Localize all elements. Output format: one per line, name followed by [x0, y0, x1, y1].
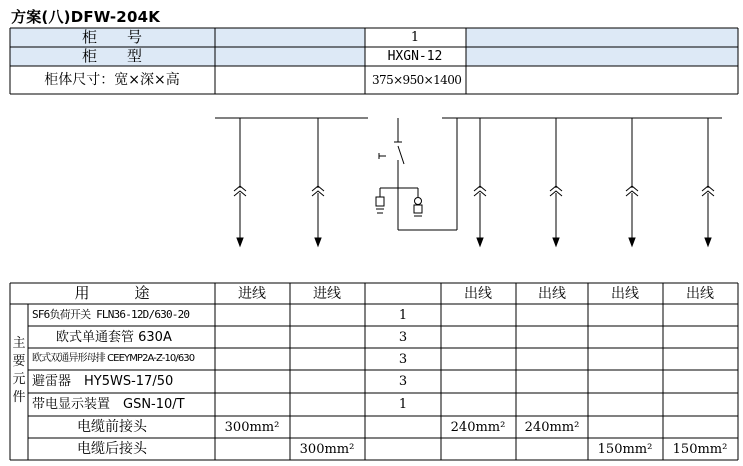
component-name-4: 避雷器 HY5WS-17/50 [32, 374, 174, 389]
usage-col-7: 出线 [686, 286, 714, 302]
component-qty-1: 1 [398, 308, 408, 323]
feeder-out-2 [550, 118, 562, 246]
feeder-out-1 [474, 118, 486, 246]
value-cabinet-type: HXGN-12 [387, 49, 443, 64]
cable-front-label: 电缆前接头 [77, 419, 147, 435]
value-cabinet-no: 1 [410, 30, 420, 45]
label-cabinet-type: 柜 型 [81, 47, 143, 65]
feeder-drops [234, 118, 714, 246]
page-title: 方案(八)DFW-204K [11, 8, 161, 26]
label-cabinet-no: 柜 号 [81, 28, 143, 46]
component-qty-2: 3 [398, 330, 408, 345]
cable-rear-col-2: 300mm² [299, 442, 355, 457]
value-cabinet-size: 375×950×1400 [372, 73, 462, 87]
component-qty-5: 1 [398, 397, 408, 412]
component-qty-3: 3 [398, 352, 408, 367]
label-usage: 用 途 [74, 284, 150, 302]
cable-rear-label: 电缆后接头 [77, 441, 147, 457]
cable-front-col-4: 240mm² [450, 420, 506, 435]
usage-col-4: 出线 [464, 286, 492, 302]
usage-col-1: 进线 [238, 286, 266, 302]
label-main-components: 主要元件 [12, 336, 26, 405]
component-name-1: SF6负荷开关 FLN36-12D/630-20 [32, 308, 190, 321]
feeder-out-4 [702, 118, 714, 246]
component-qty-4: 3 [398, 374, 408, 389]
cable-front-col-1: 300mm² [224, 420, 280, 435]
usage-col-5: 出线 [538, 286, 566, 302]
component-name-3: 欧式双通异形母排 CEEYMP2A-Z-10/630 [32, 353, 195, 364]
cable-front-col-5: 240mm² [524, 420, 580, 435]
feeder-in-1 [234, 118, 246, 246]
label-cabinet-size: 柜体尺寸：宽×深×高 [44, 72, 180, 88]
feeder-in-2 [312, 118, 324, 246]
component-name-5: 带电显示装置 GSN-10/T [32, 397, 185, 412]
feeder-out-3 [626, 118, 638, 246]
center-switch-unit [376, 118, 457, 230]
usage-col-2: 进线 [313, 286, 341, 302]
usage-col-6: 出线 [611, 286, 639, 302]
cable-rear-col-6: 150mm² [597, 442, 653, 457]
component-name-2: 欧式单通套管 630A [56, 330, 172, 345]
cable-rear-col-7: 150mm² [672, 442, 728, 457]
table-lines [10, 28, 738, 460]
